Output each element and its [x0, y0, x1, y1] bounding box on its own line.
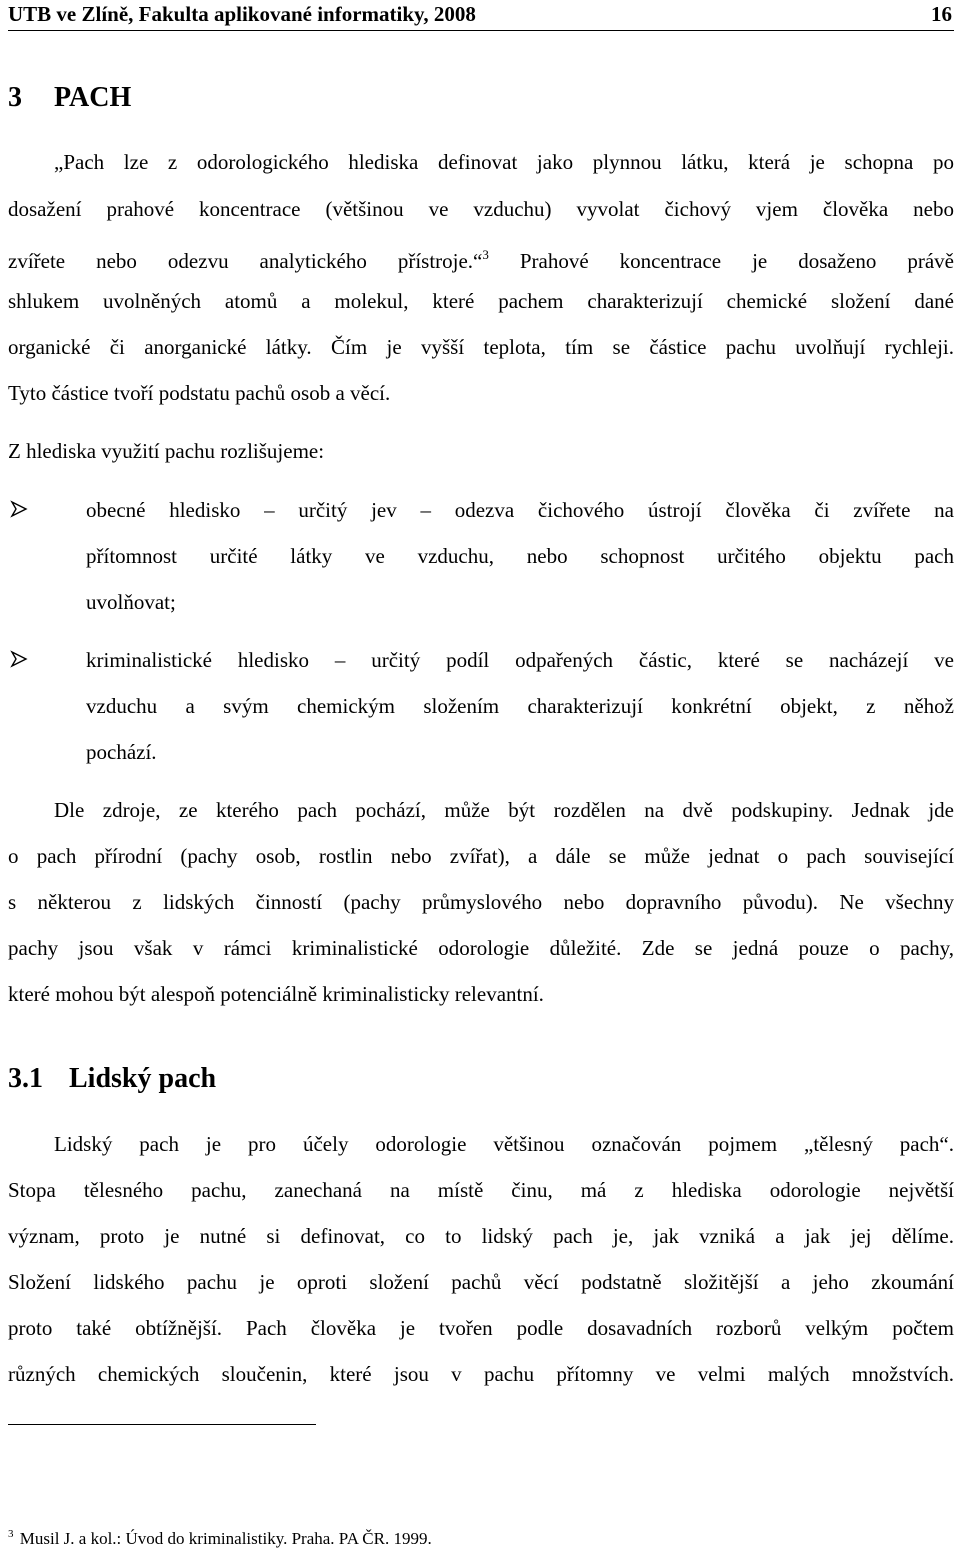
footnote-text: Musil J. a kol.: Úvod do kriminalistiky. Praha. PA ČR. 1999. [15, 1529, 432, 1548]
arrow-bullet-icon [10, 650, 28, 668]
bullet-2-line-2: vzduchu a svým chemickým složením charakterizují konkrétní objekt, z něhož [86, 694, 954, 718]
page-header [8, 0, 954, 31]
paragraph-3-line-2: o pach přírodní (pachy osob, rostlin nebo zvířat), a dále se může jednat o pach související [8, 844, 954, 868]
paragraph-1-line-6: Tyto částice tvoří podstatu pachů osob a věcí. [8, 381, 391, 405]
paragraph-4-line-4: Složení lidského pachu je oproti složení pachů věcí podstatně složitější a jeho zkoumání [8, 1270, 954, 1294]
paragraph-2: Z hlediska využití pachu rozlišujeme: [8, 439, 325, 463]
paragraph-1-line-3a: zvířete nebo odezvu analytického přístroje.“ [8, 249, 483, 273]
paragraph-1-line-3b: Prahové koncentrace je dosaženo právě [488, 249, 955, 273]
bullet-2-line-3: pochází. [86, 740, 157, 764]
paragraph-1-line-1: „Pach lze z odorologického hlediska definovat jako plynnou látku, která je schopna po [54, 150, 954, 174]
chapter-number: 3 [8, 82, 22, 113]
subsection-title: Lidský pach [69, 1063, 217, 1094]
footnote-marker: 3 [8, 1528, 14, 1540]
subsection-heading [8, 1063, 216, 1095]
paragraph-3-line-5: které mohou být alespoň potenciálně kriminalisticky relevantní. [8, 982, 544, 1006]
paragraph-1-line-4: shlukem uvolněných atomů a molekul, které pachem charakterizují chemické složení dané [8, 289, 954, 313]
chapter-heading [8, 82, 131, 114]
paragraph-4-line-1: Lidský pach je pro účely odorologie většinou označován pojmem „tělesný pach“. [54, 1132, 954, 1156]
bullet-2-line-1: kriminalistické hledisko – určitý podíl odpařených částic, které se nacházejí ve [86, 648, 954, 672]
paragraph-3-line-4: pachy jsou však v rámci kriminalistické odorologie důležité. Zde se jedná pouze o pachy, [8, 936, 954, 960]
arrow-bullet-icon [10, 500, 28, 518]
header-title: UTB ve Zlíně, Fakulta aplikované informatiky, 2008 [8, 2, 476, 26]
bullet-1-line-1: obecné hledisko – určitý jev – odezva čichového ústrojí člověka či zvířete na [86, 498, 954, 522]
paragraph-4-line-2: Stopa tělesného pachu, zanechaná na místě činu, má z hlediska odorologie největší [8, 1178, 954, 1202]
bullet-1-line-2: přítomnost určité látky ve vzduchu, nebo schopnost určitého objektu pach [86, 544, 954, 568]
paragraph-1-line-3 [8, 243, 954, 273]
footnote [8, 1528, 432, 1549]
paragraph-1-line-2: dosažení prahové koncentrace (většinou ve vzduchu) vyvolat čichový vjem člověka nebo [8, 197, 954, 221]
paragraph-3-line-1: Dle zdroje, ze kterého pach pochází, může být rozdělen na dvě podskupiny. Jednak jde [54, 798, 954, 822]
subsection-number: 3.1 [8, 1063, 43, 1094]
paragraph-1-line-5: organické či anorganické látky. Čím je vyšší teplota, tím se částice pachu uvolňují rychleji. [8, 335, 954, 359]
page-number: 16 [931, 2, 952, 26]
bullet-1-line-3: uvolňovat; [86, 590, 176, 614]
paragraph-4-line-5: proto také obtížnější. Pach člověka je tvořen podle dosavadních rozborů velkým počtem [8, 1316, 954, 1340]
footnote-separator [8, 1424, 316, 1425]
paragraph-4-line-3: význam, proto je nutné si definovat, co to lidský pach je, jak vzniká a jak jej dělíme. [8, 1224, 954, 1248]
paragraph-4-line-6: různých chemických sloučenin, které jsou v pachu přítomny ve velmi malých množstvích. [8, 1362, 954, 1386]
footnote-reference[interactable]: 3 [482, 247, 489, 262]
paragraph-3-line-3: s některou z lidských činností (pachy průmyslového nebo dopravního původu). Ne všechny [8, 890, 954, 914]
chapter-title: PACH [54, 82, 132, 113]
